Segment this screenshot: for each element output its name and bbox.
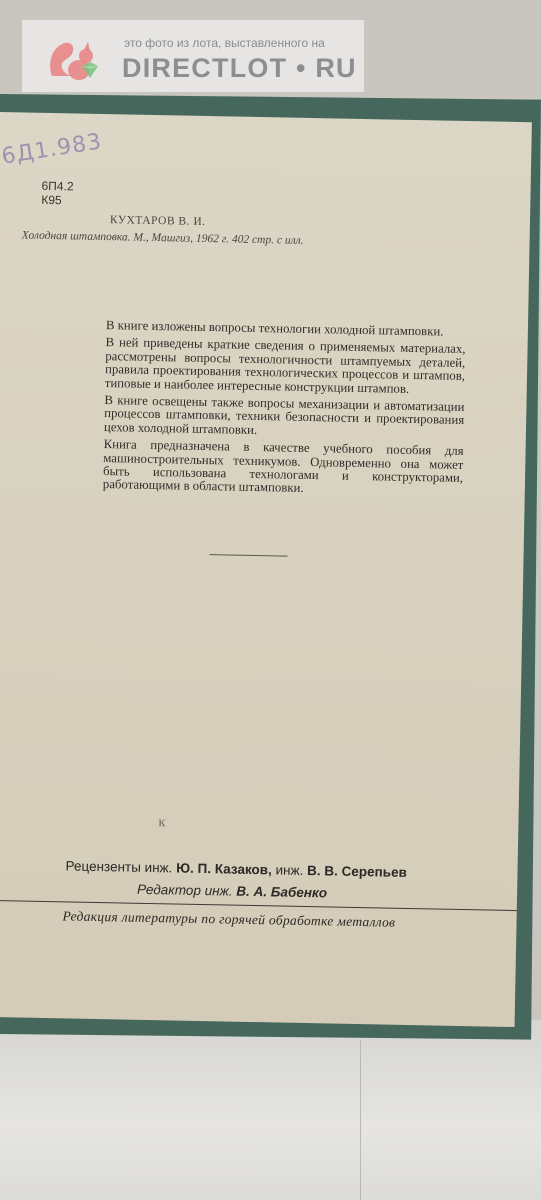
udk-code-2: К95 xyxy=(41,192,62,208)
table-seam xyxy=(360,1040,361,1200)
annotation-text xyxy=(103,319,466,503)
separator-rule xyxy=(210,554,288,556)
redaction-line: Редакция литературы по горячей обработке металлов xyxy=(62,908,396,930)
annotation-paragraph: В книге освещены также вопросы механизации и автоматизации процессов штамповки, техники безопасности и проектирования цехов холодной штамповки. xyxy=(103,393,465,437)
author-name: КУХТАРОВ В. И. xyxy=(109,214,206,228)
reviewer-2: В. В. Серепьев xyxy=(306,863,407,880)
annotation-paragraph: В ней приведены краткие сведения о применяемых материалах, рассмотрены вопросы технологичности штампуемых деталей, правила проектирования технологических процессов и штампов, типовые и наиболее интересные конструкции штампов. xyxy=(104,335,466,396)
pencil-mark: 6Д1.983 xyxy=(0,129,104,170)
book-page xyxy=(0,112,532,1027)
udk-code: 6П4.2 xyxy=(41,178,74,194)
table-surface xyxy=(0,1020,541,1200)
squirrel-logo-icon xyxy=(46,36,104,86)
editor-label: Редактор инж. xyxy=(136,881,233,899)
reviewer-1: Ю. П. Казаков, xyxy=(176,860,272,878)
reviewers-line xyxy=(65,858,407,880)
print-smudge: к xyxy=(158,815,166,831)
editor-line xyxy=(137,882,327,901)
annotation-paragraph: В книге изложены вопросы технологии холодной штамповки. xyxy=(105,318,444,339)
bibliographic-entry: Холодная штамповка. М., Машгиз, 1962 г. 402 стр. с илл. xyxy=(21,229,304,247)
watermark-caption: это фото из лота, выставленного на xyxy=(124,36,325,50)
editor-name: В. А. Бабенко xyxy=(236,883,328,901)
watermark xyxy=(22,20,364,92)
watermark-brand: DIRECTLOT • RU xyxy=(122,53,357,83)
reviewers-mid: инж. xyxy=(275,862,304,878)
annotation-paragraph: Книга предназначена в качестве учебного пособия для машиностроительных техникумов. Одновременно она может быть использована технологами и конструкторами, работающими в области штамповки. xyxy=(102,437,464,496)
credits-block xyxy=(0,857,518,930)
reviewers-label: Рецензенты инж. xyxy=(65,858,173,876)
